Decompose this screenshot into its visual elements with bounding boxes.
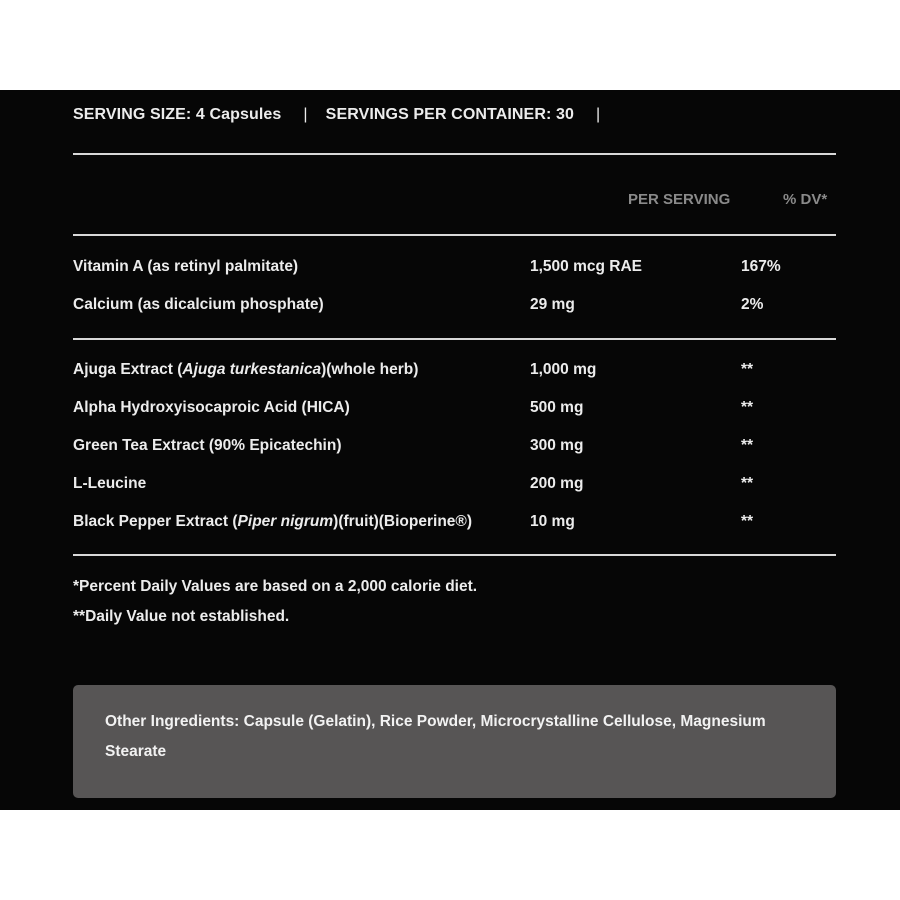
serving-info-row — [73, 106, 618, 124]
nutrient-dv: 167% — [741, 258, 781, 275]
ingredient-amount: 300 mg — [530, 437, 584, 454]
other-ingredients-box — [73, 685, 836, 798]
other-ingredients-text: Other Ingredients: Capsule (Gelatin), Rice Powder, Microcrystalline Cellulose, Magnesium Stearate — [105, 713, 766, 760]
ingredient-dv: ** — [741, 475, 754, 492]
ingredient-name-part: Ajuga Extract ( — [73, 361, 183, 378]
divider-top — [73, 153, 836, 155]
ingredient-latin-name: Piper nigrum — [237, 513, 334, 530]
ingredient-name — [73, 437, 341, 455]
ingredient-name — [73, 513, 472, 531]
ingredient-name — [73, 475, 146, 493]
ingredient-name-part: Green Tea Extract (90% Epicatechin) — [73, 437, 342, 454]
servings-per-container: SERVINGS PER CONTAINER: 30 — [325, 106, 574, 123]
supplement-facts-panel — [0, 90, 900, 810]
ingredient-dv: ** — [741, 437, 754, 454]
footnote-not-established: **Daily Value not established. — [73, 608, 290, 625]
divider-header — [73, 234, 836, 236]
ingredient-name-part: )(fruit)(Bioperine®) — [333, 513, 472, 530]
serving-size: SERVING SIZE: 4 Capsules — [73, 106, 282, 123]
ingredient-dv: ** — [741, 361, 754, 378]
ingredient-name-part: Alpha Hydroxyisocaproic Acid (HICA) — [73, 399, 350, 416]
ingredient-amount: 10 mg — [530, 513, 575, 530]
serving-separator-trailing: | — [595, 106, 601, 123]
ingredient-latin-name: Ajuga turkestanica — [182, 361, 322, 378]
ingredient-name — [73, 361, 418, 379]
ingredient-amount: 500 mg — [530, 399, 584, 416]
column-header-per-serving: PER SERVING — [628, 191, 731, 208]
column-header-dv: % DV* — [783, 191, 828, 208]
ingredient-name-part: Black Pepper Extract ( — [73, 513, 238, 530]
ingredient-amount: 200 mg — [530, 475, 584, 492]
ingredient-amount: 1,000 mg — [530, 361, 597, 378]
ingredient-dv: ** — [741, 399, 754, 416]
divider-bottom — [73, 554, 836, 556]
serving-separator: | — [303, 106, 308, 123]
nutrient-amount: 29 mg — [530, 296, 575, 313]
ingredient-dv: ** — [741, 513, 754, 530]
ingredient-name-part: L-Leucine — [73, 475, 147, 492]
nutrient-name: Vitamin A (as retinyl palmitate) — [73, 258, 299, 275]
nutrient-dv: 2% — [741, 296, 764, 313]
footnote-daily-values: *Percent Daily Values are based on a 2,000 calorie diet. — [73, 578, 478, 595]
nutrient-amount: 1,500 mcg RAE — [530, 258, 642, 275]
nutrient-name: Calcium (as dicalcium phosphate) — [73, 296, 324, 313]
divider-vitamins — [73, 338, 836, 340]
ingredient-name-part: )(whole herb) — [321, 361, 419, 378]
ingredient-name — [73, 399, 350, 417]
